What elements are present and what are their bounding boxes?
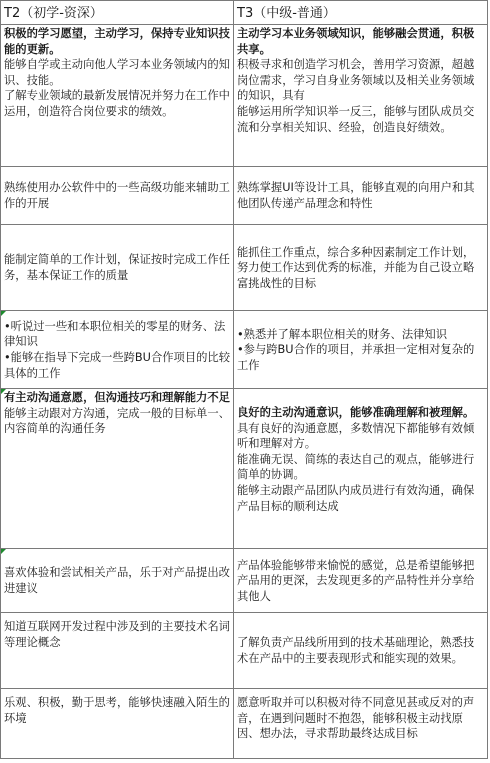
cell-t2-product (1, 549, 234, 613)
cell-line: 积极寻求和创造学习机会，善用学习资源，超越岗位需求，学习自身业务领域以及相关业务领域的知识，具有 (237, 58, 475, 103)
cell-t2-tools (1, 167, 234, 225)
cell-line: 能够主动跟对方沟通，完成一般的目标单一、内容简单的沟通任务 (4, 406, 230, 436)
table-row (1, 613, 488, 689)
cell-line: •能够在指导下完成一些跨BU合作项目的比较具体的工作 (4, 351, 231, 380)
table-row (1, 311, 488, 389)
cell-t2-learning (1, 25, 234, 167)
cell-line: 能抓住工作重点，综合多种因素制定工作计划，努力使工作达到优秀的标准，并能为自己设立略富挑战性的目标 (237, 245, 475, 290)
cell-t3-technology (234, 613, 488, 689)
cell-t2-planning (1, 225, 234, 311)
cell-line: •听说过一些和本职位相关的零星的财务、法律知识 (4, 319, 226, 349)
cell-t3-planning (234, 225, 488, 311)
cell-line: 能够运用所学知识举一反三，能够与团队成员交流和分享相关知识、经验，创造良好绩效。 (237, 104, 475, 134)
table-row (1, 689, 488, 759)
cell-line: 喜欢体验和尝试相关产品，乐于对产品提出改进建议 (4, 566, 230, 595)
cell-t3-tools (234, 167, 488, 225)
cell-t3-learning (234, 25, 488, 167)
cell-t3-attitude (234, 689, 488, 759)
cell-t2-technology (1, 613, 234, 689)
cell-t3-communication (234, 389, 488, 549)
cell-line: •参与跨BU合作的项目，并承担一定相对复杂的工作 (237, 343, 475, 372)
cell-line: 产品体验能够带来愉悦的感觉，总是希望能够把产品用的更深，去发现更多的产品特性并分享给其他人 (237, 558, 475, 603)
cell-t2-finance-legal (1, 311, 234, 389)
table-row (1, 549, 488, 613)
cell-bold: 主动学习本业务领域知识，能够融会贯通，积极共享。 (237, 27, 475, 56)
table-row (1, 225, 488, 311)
cell-t2-communication (1, 389, 234, 549)
cell-line: •熟悉并了解本职位相关的财务、法律知识 (237, 327, 448, 341)
table-row (1, 25, 488, 167)
header-t3: T3（中级-普通） (234, 1, 488, 25)
cell-line: 能准确无误、简练的表达自己的观点，能够进行简单的协调。 (237, 452, 475, 482)
cell-line: 具有良好的沟通意愿，多数情况下都能够有效倾听和理解对方。 (237, 421, 475, 451)
cell-line: 知道互联网开发过程中涉及到的主要技术名词等理论概念 (4, 620, 230, 649)
cell-t2-attitude (1, 689, 234, 759)
cell-line: 能够主动跟产品团队内成员进行有效沟通，确保产品目标的顺利达成 (237, 483, 475, 513)
header-row (1, 1, 488, 25)
cell-line: 了解负责产品线所用到的技术基础理论，熟悉技术在产品中的主要表现形式和能实现的效果。 (237, 636, 475, 665)
cell-bold: 有主动沟通意愿，但沟通技巧和理解能力不足 (4, 391, 230, 404)
cell-t3-product (234, 549, 488, 613)
header-t2: T2（初学-资深） (1, 1, 234, 25)
cell-line: 能够自学或主动向他人学习本业务领域内的知识、技能。 (4, 58, 230, 87)
cell-bold: 良好的主动沟通意识，能够准确理解和被理解。 (237, 406, 475, 419)
cell-line: 能制定简单的工作计划，保证按时完成工作任务，基本保证工作的质量 (4, 253, 230, 282)
cell-line: 乐观、积极，勤于思考，能够快速融入陌生的环境 (4, 696, 230, 725)
table-row (1, 389, 488, 549)
cell-line: 熟练掌握UI等设计工具，能够直观的向用户和其他团队传递产品理念和特性 (237, 181, 475, 210)
cell-bold: 积极的学习愿望，主动学习，保持专业知识技能的更新。 (4, 27, 230, 56)
cell-line: 了解专业领域的最新发展情况并努力在工作中运用，创造符合岗位要求的绩效。 (4, 89, 230, 118)
cell-line: 熟练使用办公软件中的一些高级功能来辅助工作的开展 (4, 181, 230, 210)
table-row (1, 167, 488, 225)
cell-t3-finance-legal (234, 311, 488, 389)
cell-line: 愿意听取并可以积极对待不同意见甚或反对的声音，在遇到问题时不抱怨，能够积极主动找原因、想办法，寻求帮助最终达成目标 (237, 696, 475, 741)
